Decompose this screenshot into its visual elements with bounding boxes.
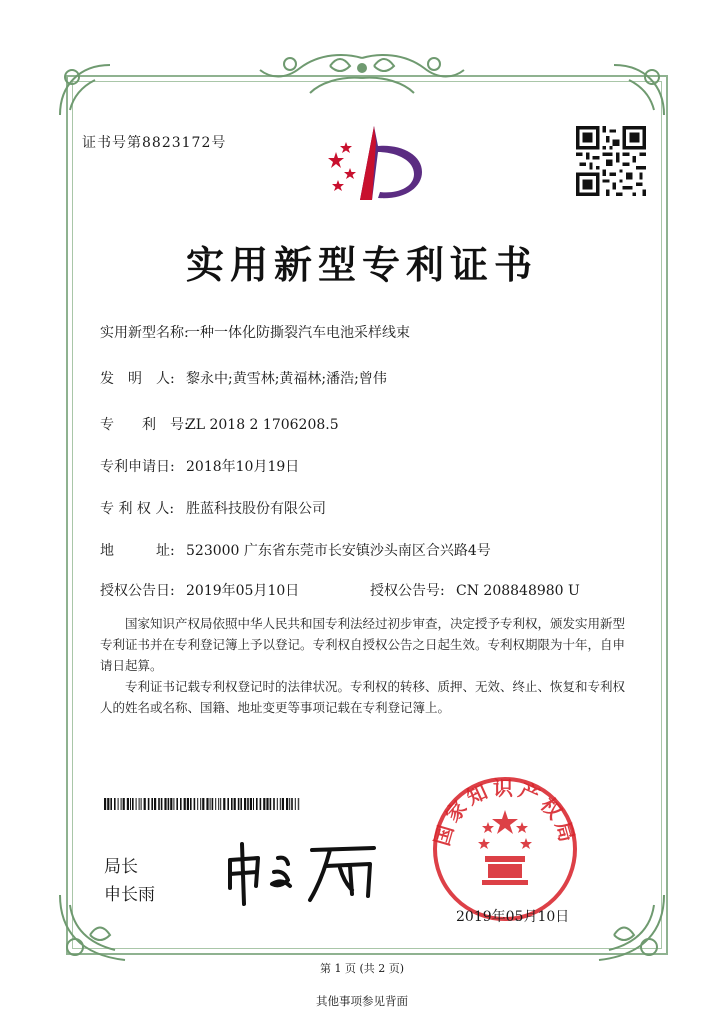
signatory-name: 申长雨: [104, 885, 155, 905]
certificate-title: 实用新型专利证书: [185, 242, 538, 287]
seal-text: 国家知识产权局: [430, 775, 580, 849]
field-value: 2019年05月10日: [186, 583, 300, 599]
field-label: 实用新型名称:: [100, 325, 189, 341]
field-value: 一种一体化防撕裂汽车电池采样线束: [186, 325, 410, 341]
seal-date: 2019年05月10日: [456, 909, 570, 925]
field-value: ZL 2018 2 1706208.5: [186, 417, 339, 433]
field-label: 授权公告号:: [370, 583, 445, 599]
field-label: 授权公告日:: [100, 583, 175, 599]
field-label: 发 明 人:: [100, 371, 175, 387]
page-number: 第 1 页 (共 2 页): [319, 962, 405, 975]
top-left-ornament: [50, 55, 120, 125]
field-patent-number: [100, 414, 339, 434]
field-filing-date: [100, 456, 299, 476]
field-inventors: [100, 368, 387, 388]
field-label: 专 利 权 人:: [100, 501, 175, 517]
barcode: [104, 798, 300, 810]
official-seal: [430, 774, 580, 924]
qr-code: [576, 126, 646, 196]
field-address: [100, 540, 491, 560]
field-announcement-date: [100, 580, 299, 600]
signatory-title: 局长: [104, 857, 138, 877]
body-paragraph: 专利证书记载专利权登记时的法律状况。专利权的转移、质押、无效、终止、恢复和专利权人的姓名或名称、国籍、地址变更等事项记载在专利登记簿上。: [100, 679, 626, 715]
patent-office-logo: [316, 122, 426, 202]
certificate-number: 证书号第8823172号: [82, 135, 227, 151]
field-value: 2018年10月19日: [186, 459, 300, 475]
footer-note: 其他事项参见背面: [316, 994, 408, 1008]
field-label: 专 利 号:: [100, 417, 189, 433]
field-announcement-number: [370, 580, 580, 600]
top-ornament: [250, 48, 474, 102]
body-paragraph: 国家知识产权局依照中华人民共和国专利法经过初步审查，决定授予专利权，颁发实用新型专利证书并在专利登记簿上予以登记。专利权自授权公告之日起生效。专利权期限为十年，自申请日起算。: [100, 616, 626, 673]
field-value: 黎永中;黄雪林;黄福林;潘浩;曾伟: [186, 371, 387, 387]
top-right-ornament: [604, 55, 674, 125]
field-patentee: [100, 498, 326, 518]
field-utility-model-name: [100, 322, 410, 342]
field-label: 地 址:: [100, 543, 175, 559]
field-value: 523000 广东省东莞市长安镇沙头南区合兴路4号: [186, 543, 491, 559]
handwritten-signature: [222, 838, 382, 908]
field-value: 胜蓝科技股份有限公司: [186, 501, 326, 517]
field-value: CN 208848980 U: [456, 583, 580, 599]
field-label: 专利申请日:: [100, 459, 175, 475]
